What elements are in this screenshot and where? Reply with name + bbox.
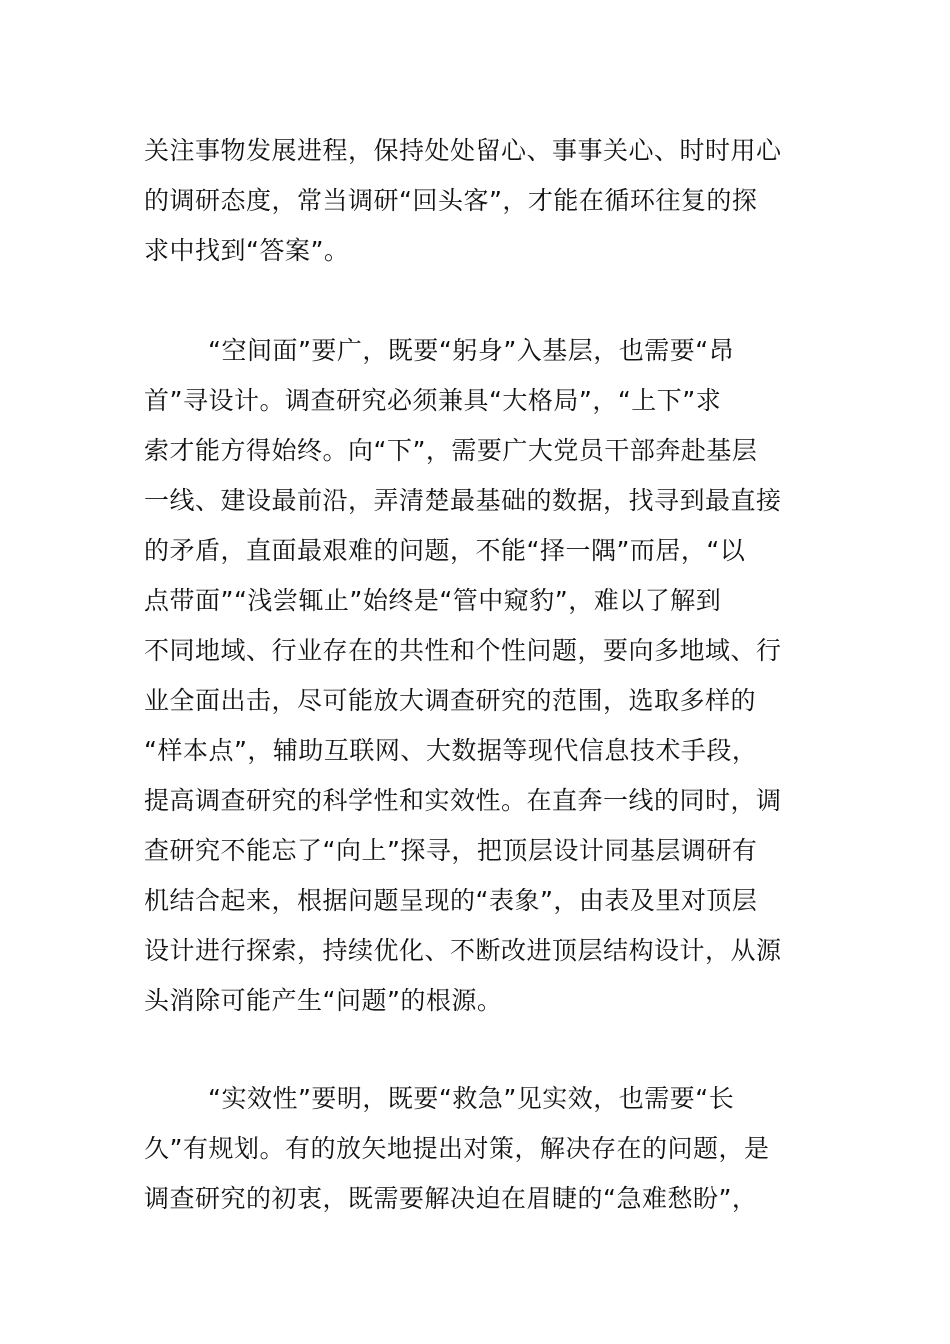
text-line: 不同地域、行业存在的共性和个性问题，要向多地域、行	[144, 636, 782, 665]
text-line: 查研究不能忘了“向上”探寻，把顶层设计同基层调研有	[144, 836, 758, 865]
text-line: 头消除可能产生“问题”的根源。	[144, 986, 503, 1015]
text-line: 索才能方得始终。向“下”，需要广大党员干部奔赴基层	[144, 436, 758, 465]
text-line: 机结合起来，根据问题呈现的“表象”，由表及里对顶层	[144, 886, 758, 915]
text-line: 关注事物发展进程，保持处处留心、事事关心、时时用心	[144, 136, 782, 165]
text-line: 调查研究的初衷，既需要解决迫在眉睫的“急难愁盼”，	[144, 1184, 758, 1213]
text-line: “空间面”要广，既要“躬身”入基层，也需要“昂	[208, 336, 735, 365]
text-line: 业全面出击，尽可能放大调查研究的范围，选取多样的	[144, 686, 757, 715]
text-line: 一线、建设最前沿，弄清楚最基础的数据，找寻到最直接	[144, 486, 782, 515]
text-line: 的调研态度，常当调研“回头客”，才能在循环往复的探	[144, 186, 758, 215]
text-line: “实效性”要明，既要“救急”见实效，也需要“长	[208, 1084, 735, 1113]
text-line: 的矛盾，直面最艰难的问题，不能“择一隅”而居，“以	[144, 536, 746, 565]
text-line: 提高调查研究的科学性和实效性。在直奔一线的同时，调	[144, 786, 782, 815]
text-line: “样本点”，辅助互联网、大数据等现代信息技术手段，	[144, 736, 758, 765]
text-line: 久”有规划。有的放矢地提出对策，解决存在的问题，是	[144, 1134, 770, 1163]
text-line: 首”寻设计。调查研究必须兼具“大格局”，“上下”求	[144, 386, 722, 415]
text-line: 点带面”“浅尝辄止”始终是“管中窥豹”，难以了解到	[144, 586, 722, 615]
text-line: 求中找到“答案”。	[144, 236, 350, 265]
text-line: 设计进行探索，持续优化、不断改进顶层结构设计，从源	[144, 936, 782, 965]
